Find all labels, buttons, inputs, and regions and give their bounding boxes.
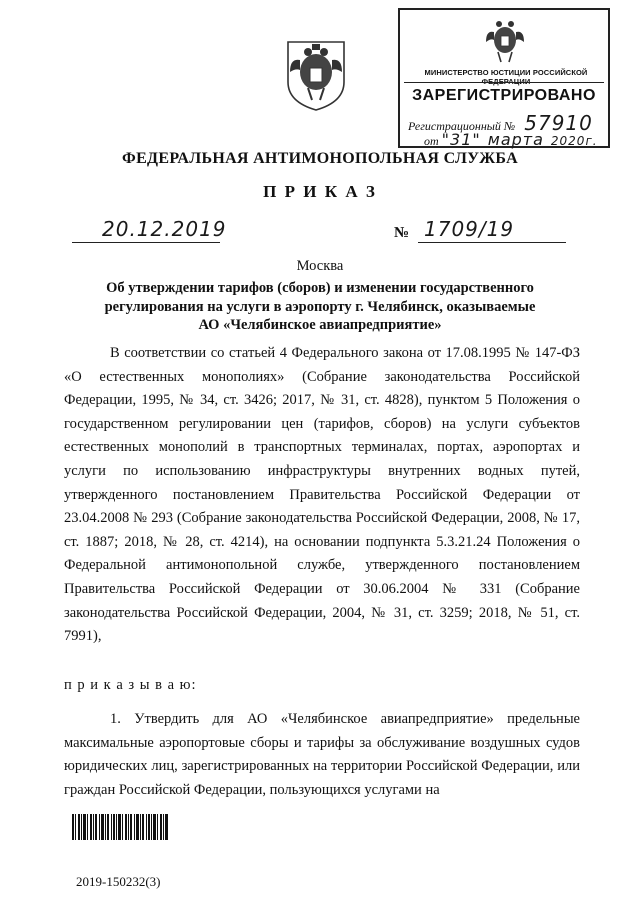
registration-stamp (398, 8, 610, 148)
stamp-date-prefix: от (424, 134, 439, 148)
stamp-date-month: марта (487, 130, 544, 149)
service-name: ФЕДЕРАЛЬНАЯ АНТИМОНОПОЛЬНАЯ СЛУЖБА (122, 150, 518, 167)
order-item-1: 1. Утвердить для АО «Челябинское авиапредприятие» предельные максимальные аэропортовые сборы и тарифы за обслуживание воздушных судов юридических лиц, зарегистрированных на территории Российской Федерации, или граждан Российской Федерации, пользующихся услугами на (64, 711, 580, 798)
stamp-emblem (484, 16, 526, 64)
stamp-ministry: МИНИСТЕРСТВО ЮСТИЦИИ РОССИЙСКОЙ ФЕДЕРАЦИИ (424, 68, 588, 86)
stamp-divider (404, 82, 604, 83)
order-title-line-2: регулирования на услуги в аэропорту г. Челябинск, оказываемые (104, 298, 536, 315)
city: Москва (296, 258, 344, 274)
document-code: 2019-150232(3) (76, 874, 161, 889)
order-title (0, 279, 640, 335)
stamp-reg-label: Регистрационный № (408, 119, 516, 133)
document-type: П Р И К А З (263, 182, 377, 201)
stamp-date-year: 2020г. (550, 134, 598, 148)
stamp-date-day: "31" (441, 130, 481, 149)
order-title-line-3: АО «Челябинское авиапредприятие» (198, 317, 442, 333)
number-underline (418, 242, 566, 243)
preamble-paragraph: В соответствии со статьей 4 Федерального закона от 17.08.1995 № 147-ФЗ «О естественных монополиях» (Собрание законодательства Российской Федерации, 1995, № 34, ст. 3426; 2017, № 31, ст. 4828), пунктом 5 Положения о государственном регулировании цен (тарифов, сборов) на услуги субъектов естественных монополий в транспортных терминалах, портах, аэропортах и услуги по использованию инфраструктуры внутренних водных путей, утвержденного постановлением Правительства Российской Федерации от 23.04.2008 № 293 (Собрание законодательства Российской Федерации, 2008, № 17, ст. 1887; 2018, № 28, ст. 4214), на основании подпункта 5.3.21.24 Положения о Федеральной антимонопольной службе, утвержденного постановлением Правительства Российской Федерации от 30.06.2004 № 331 (Собрание законодательства Российской Федерации, 2004, № 31, ст. 3259; 2018, № 51, ст. 7991), (64, 345, 580, 645)
stamp-reg-number: 57910 (524, 111, 593, 135)
order-title-line-1: Об утверждении тарифов (сборов) и изменении государственного (106, 280, 534, 296)
stamp-date-row (424, 130, 598, 149)
stamp-registered: ЗАРЕГИСТРИРОВАНО (412, 87, 596, 104)
order-word: п р и к а з ы в а ю: (64, 677, 197, 693)
order-date: 20.12.2019 (102, 217, 227, 241)
date-underline (72, 242, 220, 243)
order-number-label: № (394, 225, 410, 241)
order-number: 1709/19 (424, 217, 515, 241)
russian-coat-of-arms-emblem (282, 38, 350, 112)
barcode (72, 814, 168, 840)
